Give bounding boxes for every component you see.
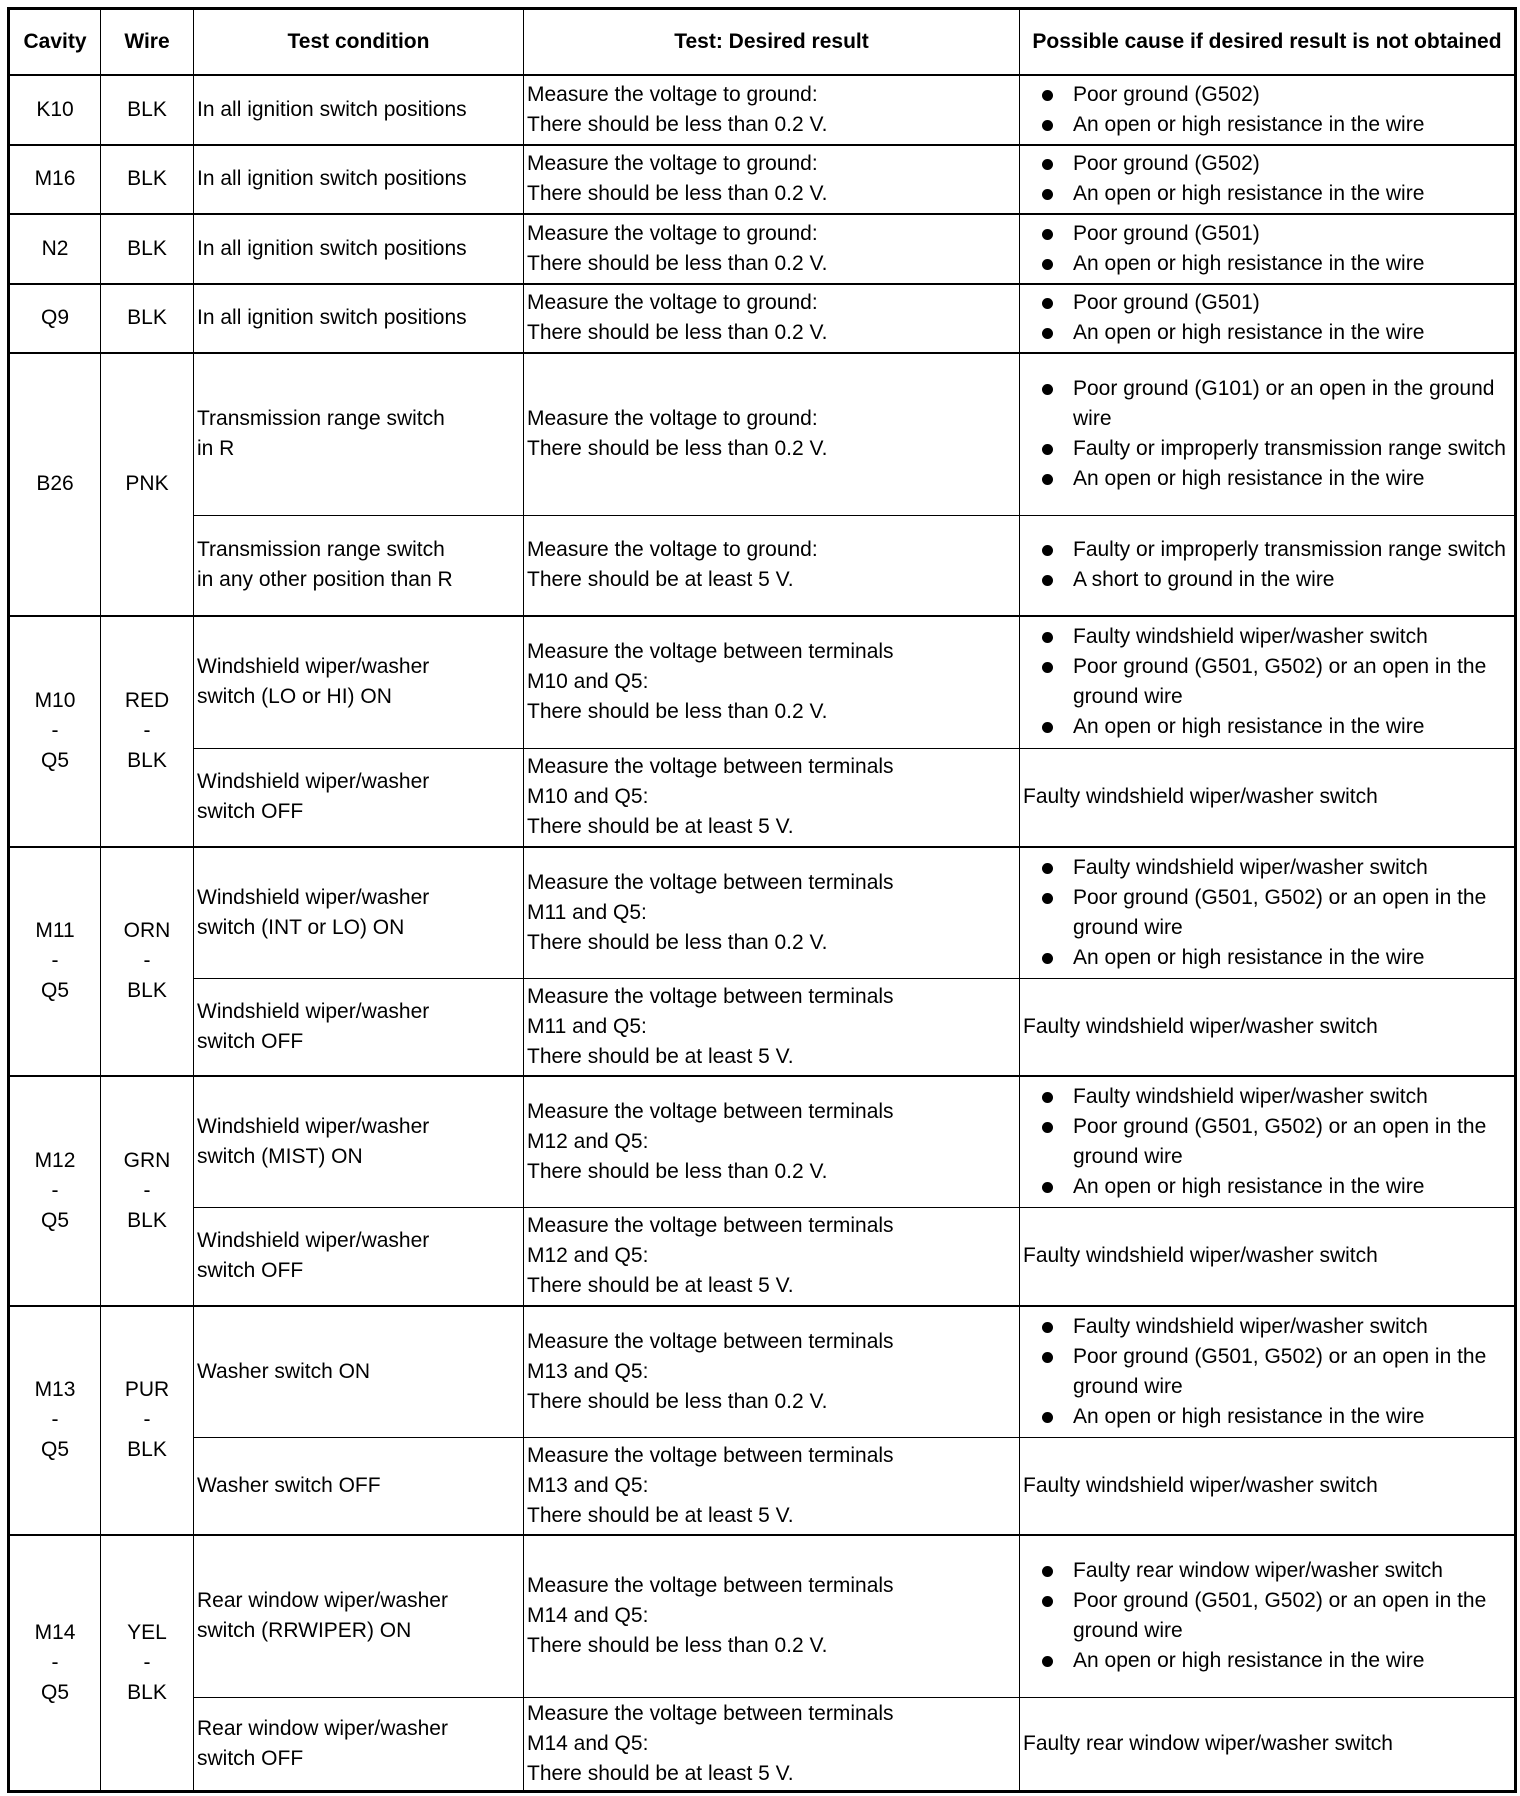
table-row bbox=[9, 1306, 1516, 1438]
table-row bbox=[9, 1438, 1516, 1535]
wire-line: - bbox=[143, 1650, 151, 1674]
test-condition-cell bbox=[194, 1306, 524, 1438]
desired-result-cell bbox=[524, 284, 1020, 353]
desired-result-cell bbox=[524, 1438, 1020, 1535]
result-line: M13 and Q5: bbox=[527, 1473, 649, 1497]
condition-line: In all ignition switch positions bbox=[197, 97, 467, 121]
result-line: M10 and Q5: bbox=[527, 785, 649, 809]
cavity-line: K10 bbox=[36, 97, 74, 121]
cavity-line: M14 bbox=[34, 1620, 76, 1644]
possible-cause-cell bbox=[1020, 353, 1516, 516]
result-line: Measure the voltage between terminals bbox=[527, 1329, 894, 1353]
desired-result-cell bbox=[524, 75, 1020, 145]
possible-cause-cell bbox=[1020, 1438, 1516, 1535]
cause-item: Poor ground (G501, G502) or an open in the ground wire bbox=[1039, 1342, 1511, 1402]
cavity-line: Q9 bbox=[40, 306, 69, 329]
test-condition-cell bbox=[194, 516, 524, 616]
cause-list bbox=[1023, 1082, 1511, 1202]
condition-line: Windshield wiper/washer bbox=[197, 885, 430, 909]
header-cavity: Cavity bbox=[9, 9, 101, 75]
cavity-line: Q5 bbox=[40, 1680, 69, 1704]
wire-cell bbox=[101, 847, 194, 1076]
possible-cause-cell bbox=[1020, 516, 1516, 616]
cause-item: An open or high resistance in the wire bbox=[1039, 110, 1511, 140]
cause-list bbox=[1023, 853, 1511, 973]
result-line: Measure the voltage to ground: bbox=[527, 152, 818, 175]
possible-cause-cell bbox=[1020, 979, 1516, 1076]
cavity-cell bbox=[9, 847, 101, 1076]
possible-cause-cell bbox=[1020, 1306, 1516, 1438]
result-line: Measure the voltage between terminals bbox=[527, 984, 894, 1008]
wire-cell bbox=[101, 214, 194, 284]
table-row bbox=[9, 516, 1516, 616]
cavity-line: - bbox=[51, 1408, 59, 1431]
condition-line: Transmission range switch bbox=[197, 538, 445, 562]
wire-line: BLK bbox=[127, 306, 167, 329]
result-line: M14 and Q5: bbox=[527, 1604, 649, 1628]
desired-result-cell bbox=[524, 1076, 1020, 1208]
possible-cause-cell bbox=[1020, 284, 1516, 353]
cavity-line: Q5 bbox=[40, 979, 69, 1002]
desired-result-cell bbox=[524, 1306, 1020, 1438]
test-condition-cell bbox=[194, 284, 524, 353]
cavity-line: M13 bbox=[34, 1378, 76, 1401]
wire-line: BLK bbox=[127, 1438, 167, 1461]
condition-line: Windshield wiper/washer bbox=[197, 655, 430, 679]
cause-item: Faulty or improperly transmission range switch bbox=[1039, 535, 1511, 565]
cause-item: An open or high resistance in the wire bbox=[1039, 712, 1511, 742]
test-condition-cell bbox=[194, 214, 524, 284]
desired-result-cell bbox=[524, 145, 1020, 214]
cavity-line: - bbox=[51, 949, 59, 972]
wire-line: RED bbox=[124, 689, 170, 712]
test-condition-cell bbox=[194, 75, 524, 145]
cavity-cell bbox=[9, 145, 101, 214]
condition-line: switch OFF bbox=[197, 800, 304, 824]
desired-result-cell bbox=[524, 353, 1020, 516]
possible-cause-cell bbox=[1020, 75, 1516, 145]
cause-item: Poor ground (G501, G502) or an open in the ground wire bbox=[1039, 1586, 1511, 1646]
result-line: There should be at least 5 V. bbox=[527, 1044, 794, 1068]
result-line: There should be less than 0.2 V. bbox=[527, 930, 828, 954]
cause-item: An open or high resistance in the wire bbox=[1039, 249, 1511, 279]
condition-line: Washer switch OFF bbox=[197, 1473, 381, 1497]
result-line: Measure the voltage between terminals bbox=[527, 1099, 894, 1123]
possible-cause-cell bbox=[1020, 616, 1516, 749]
result-line: There should be less than 0.2 V. bbox=[527, 182, 828, 205]
condition-line: Washer switch ON bbox=[197, 1359, 371, 1383]
condition-line: Windshield wiper/washer bbox=[197, 999, 430, 1023]
table-row bbox=[9, 75, 1516, 145]
result-line: M11 and Q5: bbox=[527, 1014, 647, 1038]
result-line: Measure the voltage between terminals bbox=[527, 1214, 894, 1238]
cause-list bbox=[1023, 219, 1511, 279]
wire-line: BLK bbox=[127, 1208, 167, 1232]
table-row bbox=[9, 616, 1516, 749]
cause-item: An open or high resistance in the wire bbox=[1039, 1402, 1511, 1432]
result-line: There should be less than 0.2 V. bbox=[527, 1389, 828, 1413]
result-line: Measure the voltage to ground: bbox=[527, 221, 818, 245]
header-wire: Wire bbox=[101, 9, 194, 75]
condition-line: in R bbox=[197, 437, 235, 461]
table-row bbox=[9, 1535, 1516, 1698]
result-line: Measure the voltage between terminals bbox=[527, 755, 894, 779]
result-line: M11 and Q5: bbox=[527, 900, 647, 924]
result-line: There should be less than 0.2 V. bbox=[527, 437, 828, 461]
wire-line: - bbox=[143, 719, 151, 742]
cavity-cell bbox=[9, 616, 101, 847]
result-line: M12 and Q5: bbox=[527, 1244, 649, 1268]
wire-cell bbox=[101, 284, 194, 353]
wire-line: PUR bbox=[124, 1378, 170, 1401]
cause-list bbox=[1023, 622, 1511, 742]
wire-line: - bbox=[143, 949, 151, 972]
result-line: There should be less than 0.2 V. bbox=[527, 1634, 828, 1658]
result-line: There should be at least 5 V. bbox=[527, 568, 794, 592]
cause-item: Faulty rear window wiper/washer switch bbox=[1039, 1556, 1511, 1586]
test-condition-cell bbox=[194, 847, 524, 979]
table-row bbox=[9, 749, 1516, 847]
cause-item: Faulty windshield wiper/washer switch bbox=[1039, 1082, 1511, 1112]
cause-item: Poor ground (G501, G502) or an open in the ground wire bbox=[1039, 652, 1511, 712]
table-row bbox=[9, 284, 1516, 353]
cause-list bbox=[1023, 288, 1511, 348]
wire-line: - bbox=[143, 1408, 151, 1431]
cause-text: Faulty rear window wiper/washer switch bbox=[1023, 1732, 1393, 1755]
cause-list bbox=[1023, 1312, 1511, 1432]
table-row bbox=[9, 1208, 1516, 1306]
table-row bbox=[9, 214, 1516, 284]
cause-item: Faulty or improperly transmission range switch bbox=[1039, 434, 1511, 464]
result-line: There should be at least 5 V. bbox=[527, 1274, 794, 1298]
result-line: M12 and Q5: bbox=[527, 1129, 649, 1153]
possible-cause-cell bbox=[1020, 145, 1516, 214]
wire-line: BLK bbox=[127, 236, 167, 260]
test-condition-cell bbox=[194, 979, 524, 1076]
result-line: Measure the voltage to ground: bbox=[527, 407, 818, 431]
result-line: Measure the voltage between terminals bbox=[527, 640, 894, 664]
cavity-line: Q5 bbox=[40, 1208, 69, 1232]
test-condition-cell bbox=[194, 1076, 524, 1208]
condition-line: In all ignition switch positions bbox=[197, 167, 467, 190]
header-row bbox=[9, 9, 1516, 75]
result-line: M10 and Q5: bbox=[527, 670, 649, 694]
condition-line: switch (LO or HI) ON bbox=[197, 685, 392, 709]
possible-cause-cell bbox=[1020, 1698, 1516, 1792]
condition-line: Windshield wiper/washer bbox=[197, 770, 430, 794]
cause-item: An open or high resistance in the wire bbox=[1039, 318, 1511, 348]
desired-result-cell bbox=[524, 979, 1020, 1076]
test-condition-cell bbox=[194, 1698, 524, 1792]
desired-result-cell bbox=[524, 1698, 1020, 1792]
cavity-line: B26 bbox=[36, 472, 74, 495]
cavity-line: M16 bbox=[34, 167, 76, 190]
cause-list bbox=[1023, 1556, 1511, 1676]
condition-line: switch (RRWIPER) ON bbox=[197, 1619, 412, 1643]
wire-line: GRN bbox=[123, 1148, 171, 1172]
cause-item: Faulty windshield wiper/washer switch bbox=[1039, 1312, 1511, 1342]
cause-list bbox=[1023, 374, 1511, 494]
result-line: Measure the voltage between terminals bbox=[527, 870, 894, 894]
cause-item: An open or high resistance in the wire bbox=[1039, 464, 1511, 494]
cause-text: Faulty windshield wiper/washer switch bbox=[1023, 1244, 1378, 1268]
condition-line: switch (INT or LO) ON bbox=[197, 915, 405, 939]
cause-item: Poor ground (G101) or an open in the ground wire bbox=[1039, 374, 1511, 434]
wire-cell bbox=[101, 75, 194, 145]
result-line: Measure the voltage to ground: bbox=[527, 538, 818, 562]
wire-cell bbox=[101, 1306, 194, 1535]
cavity-line: Q5 bbox=[40, 749, 69, 772]
test-condition-cell bbox=[194, 1438, 524, 1535]
result-line: M13 and Q5: bbox=[527, 1359, 649, 1383]
test-condition-cell bbox=[194, 749, 524, 847]
test-condition-cell bbox=[194, 616, 524, 749]
cavity-line: M11 bbox=[35, 919, 75, 942]
table-row bbox=[9, 353, 1516, 516]
condition-line: In all ignition switch positions bbox=[197, 236, 467, 260]
table-row bbox=[9, 145, 1516, 214]
table-row bbox=[9, 1698, 1516, 1792]
cause-list bbox=[1023, 80, 1511, 140]
desired-result-cell bbox=[524, 1535, 1020, 1698]
cause-item: Faulty windshield wiper/washer switch bbox=[1039, 853, 1511, 883]
cavity-line: M10 bbox=[34, 689, 76, 712]
cavity-cell bbox=[9, 1306, 101, 1535]
result-line: M14 and Q5: bbox=[527, 1732, 649, 1755]
cavity-cell bbox=[9, 1535, 101, 1792]
wire-line: YEL bbox=[127, 1620, 167, 1644]
cause-item: Poor ground (G502) bbox=[1039, 80, 1511, 110]
cavity-cell bbox=[9, 284, 101, 353]
cause-text: Faulty windshield wiper/washer switch bbox=[1023, 785, 1378, 809]
result-line: Measure the voltage to ground: bbox=[527, 291, 818, 314]
wire-cell bbox=[101, 616, 194, 847]
condition-line: In all ignition switch positions bbox=[197, 306, 467, 329]
cavity-line: - bbox=[51, 1650, 59, 1674]
desired-result-cell bbox=[524, 1208, 1020, 1306]
cause-list bbox=[1023, 535, 1511, 595]
condition-line: in any other position than R bbox=[197, 568, 453, 592]
cause-text: Faulty windshield wiper/washer switch bbox=[1023, 1473, 1378, 1497]
test-condition-cell bbox=[194, 1535, 524, 1698]
wire-cell bbox=[101, 1535, 194, 1792]
desired-result-cell bbox=[524, 749, 1020, 847]
test-condition-cell bbox=[194, 1208, 524, 1306]
cavity-cell bbox=[9, 353, 101, 616]
condition-line: Transmission range switch bbox=[197, 407, 445, 431]
header-desired-result: Test: Desired result bbox=[524, 9, 1020, 75]
possible-cause-cell bbox=[1020, 1076, 1516, 1208]
desired-result-cell bbox=[524, 516, 1020, 616]
cause-text: Faulty windshield wiper/washer switch bbox=[1023, 1014, 1378, 1038]
connector-test-table bbox=[7, 7, 1517, 1793]
table-row bbox=[9, 979, 1516, 1076]
cavity-line: N2 bbox=[41, 236, 69, 260]
wire-line: BLK bbox=[127, 1680, 167, 1704]
result-line: There should be less than 0.2 V. bbox=[527, 112, 828, 136]
cause-item: Poor ground (G502) bbox=[1039, 149, 1511, 179]
wire-line: BLK bbox=[127, 97, 167, 121]
cavity-line: - bbox=[51, 719, 59, 742]
cause-item: Poor ground (G501) bbox=[1039, 219, 1511, 249]
result-line: Measure the voltage between terminals bbox=[527, 1574, 894, 1598]
cause-item: An open or high resistance in the wire bbox=[1039, 943, 1511, 973]
result-line: There should be less than 0.2 V. bbox=[527, 321, 828, 344]
condition-line: switch OFF bbox=[197, 1747, 304, 1770]
wire-line: BLK bbox=[127, 749, 167, 772]
cause-item: An open or high resistance in the wire bbox=[1039, 1172, 1511, 1202]
desired-result-cell bbox=[524, 214, 1020, 284]
result-line: There should be at least 5 V. bbox=[527, 815, 794, 839]
cause-item: A short to ground in the wire bbox=[1039, 565, 1511, 595]
possible-cause-cell bbox=[1020, 1535, 1516, 1698]
possible-cause-cell bbox=[1020, 214, 1516, 284]
cavity-line: - bbox=[51, 1178, 59, 1202]
wire-cell bbox=[101, 353, 194, 616]
condition-line: Windshield wiper/washer bbox=[197, 1229, 430, 1253]
wire-line: BLK bbox=[127, 979, 167, 1002]
table-row bbox=[9, 1076, 1516, 1208]
condition-line: Rear window wiper/washer bbox=[197, 1717, 448, 1740]
wire-line: BLK bbox=[127, 167, 167, 190]
cause-item: Faulty windshield wiper/washer switch bbox=[1039, 622, 1511, 652]
wire-line: ORN bbox=[123, 919, 171, 942]
condition-line: switch (MIST) ON bbox=[197, 1144, 363, 1168]
cavity-cell bbox=[9, 214, 101, 284]
cause-item: An open or high resistance in the wire bbox=[1039, 1646, 1511, 1676]
result-line: There should be at least 5 V. bbox=[527, 1762, 794, 1785]
test-condition-cell bbox=[194, 353, 524, 516]
result-line: Measure the voltage to ground: bbox=[527, 82, 818, 106]
result-line: There should be less than 0.2 V. bbox=[527, 251, 828, 275]
condition-line: Windshield wiper/washer bbox=[197, 1114, 430, 1138]
header-test-condition: Test condition bbox=[194, 9, 524, 75]
wire-line: - bbox=[143, 1178, 151, 1202]
cause-list bbox=[1023, 149, 1511, 209]
possible-cause-cell bbox=[1020, 1208, 1516, 1306]
cavity-line: Q5 bbox=[40, 1438, 69, 1461]
result-line: There should be less than 0.2 V. bbox=[527, 1159, 828, 1183]
condition-line: switch OFF bbox=[197, 1259, 304, 1283]
condition-line: Rear window wiper/washer bbox=[197, 1589, 448, 1613]
header-possible-cause: Possible cause if desired result is not obtained bbox=[1020, 9, 1516, 75]
wire-cell bbox=[101, 1076, 194, 1306]
test-condition-cell bbox=[194, 145, 524, 214]
cavity-cell bbox=[9, 75, 101, 145]
table-row bbox=[9, 847, 1516, 979]
desired-result-cell bbox=[524, 847, 1020, 979]
wire-cell bbox=[101, 145, 194, 214]
cavity-line: M12 bbox=[34, 1148, 76, 1172]
result-line: There should be less than 0.2 V. bbox=[527, 700, 828, 724]
result-line: Measure the voltage between terminals bbox=[527, 1702, 894, 1725]
desired-result-cell bbox=[524, 616, 1020, 749]
result-line: There should be at least 5 V. bbox=[527, 1503, 794, 1527]
cause-item: Poor ground (G501, G502) or an open in the ground wire bbox=[1039, 883, 1511, 943]
cause-item: An open or high resistance in the wire bbox=[1039, 179, 1511, 209]
cavity-cell bbox=[9, 1076, 101, 1306]
possible-cause-cell bbox=[1020, 749, 1516, 847]
wire-line: PNK bbox=[125, 472, 169, 495]
cause-item: Poor ground (G501, G502) or an open in the ground wire bbox=[1039, 1112, 1511, 1172]
condition-line: switch OFF bbox=[197, 1029, 304, 1053]
cause-item: Poor ground (G501) bbox=[1039, 288, 1511, 318]
possible-cause-cell bbox=[1020, 847, 1516, 979]
result-line: Measure the voltage between terminals bbox=[527, 1443, 894, 1467]
